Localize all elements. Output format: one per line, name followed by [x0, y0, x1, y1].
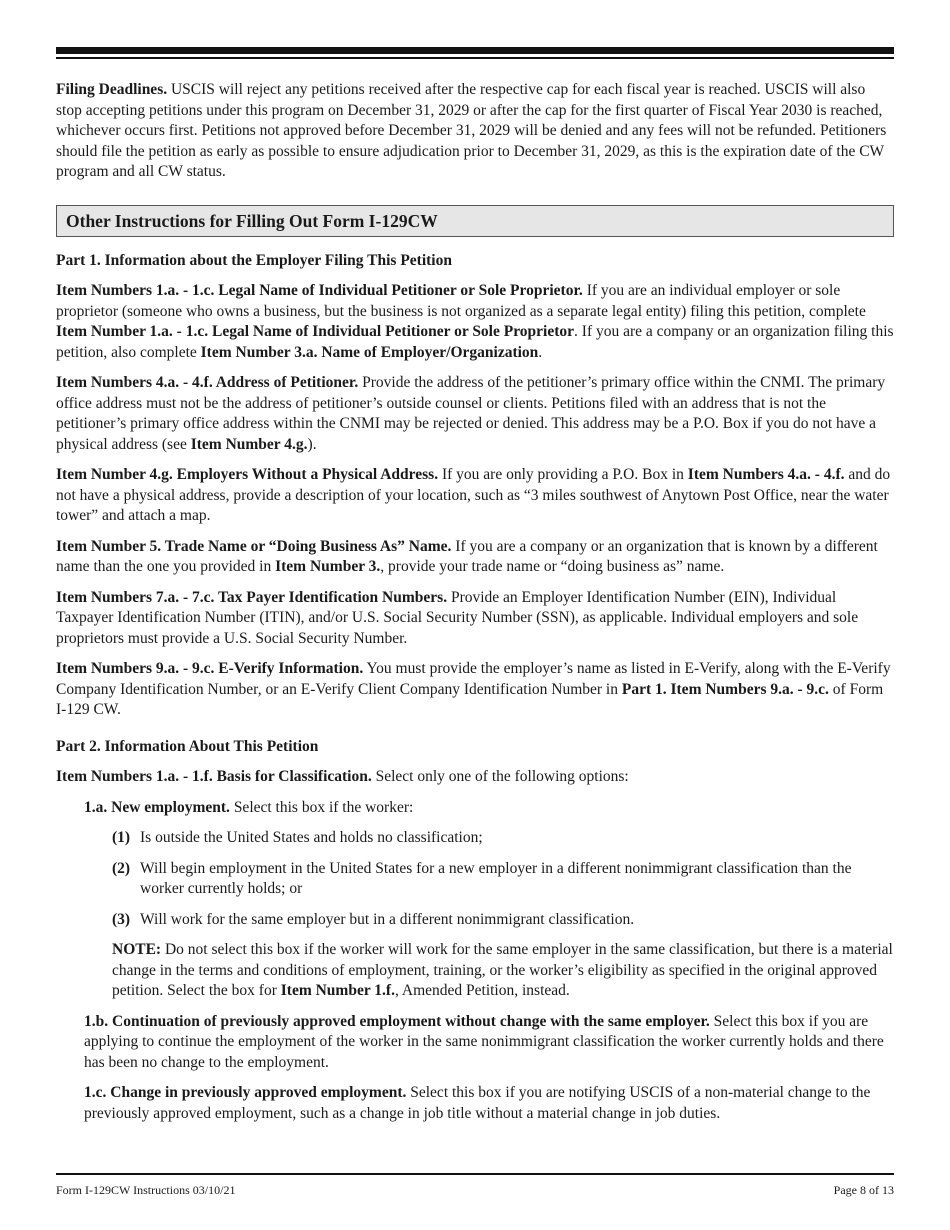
item-text-run: If you are only providing a P.O. Box in: [438, 466, 688, 483]
part1-item: [56, 281, 894, 363]
item-bold-run: Item Number 4.g.: [190, 435, 308, 453]
item-text-run: .: [538, 343, 543, 361]
item-text-run: of Form I-129 CW.: [56, 680, 884, 718]
top-rule-thick: [56, 47, 894, 54]
option-1b-text: Select this box if you are applying to continue the employment of the worker in the same nonimmigrant classification the worker currently holds and there has been no change to the employment.: [84, 1012, 884, 1071]
item-text-run: ).: [307, 435, 317, 453]
option-1b-heading: 1.b. Continuation of previously approved employment without change with the same employer.: [84, 1012, 710, 1030]
section-title: Other Instructions for Filling Out Form I-129CW: [56, 205, 894, 237]
note-item-ref: Item Number 1.f.: [280, 982, 395, 999]
part1-item: [56, 588, 894, 650]
item-bold-run: Item Number 1.a. - 1.c. Legal Name of Individual Petitioner or Sole Proprietor: [56, 323, 575, 340]
part2-intro-heading: Item Numbers 1.a. - 1.f. Basis for Classification.: [56, 768, 372, 785]
item-bold-run: Item Numbers 7.a. - 7.c. Tax Payer Identification Numbers.: [56, 588, 448, 606]
item-bold-run: Item Number 3.: [275, 558, 381, 575]
subitem-number: (3): [112, 910, 131, 928]
subitem-text: Will work for the same employer but in a different nonimmigrant classification.: [140, 910, 635, 928]
page-content: [56, 80, 894, 1134]
subitem: [112, 910, 894, 931]
option-1a: [84, 798, 894, 819]
item-text-run: Provide an Employer Identification Number (EIN), Individual Taxpayer Identification Number (ITIN), and/or U.S. Social Security Number (SSN), as applicable. Individual employers and sole proprietors must provide a U.S. Social Security Number.: [56, 588, 859, 647]
option-1c-heading: 1.c. Change in previously approved employment.: [84, 1084, 407, 1101]
part2-intro-text: Select only one of the following options:: [371, 768, 629, 785]
footer-form-id: Form I-129CW Instructions 03/10/21: [56, 1183, 236, 1197]
filing-deadlines-heading: Filing Deadlines.: [56, 81, 168, 98]
part1-item: [56, 373, 894, 455]
option-1b: [84, 1012, 894, 1074]
subitem-text: Is outside the United States and holds no classification;: [140, 829, 483, 846]
option-1a-text: Select this box if the worker:: [229, 798, 414, 816]
item-bold-run: Item Number 5. Trade Name or “Doing Business As” Name.: [56, 537, 452, 555]
subitem-text: Will begin employment in the United States for a new employer in a different nonimmigrant classification than the worker currently holds; or: [140, 859, 852, 897]
item-bold-run: Item Numbers 1.a. - 1.c. Legal Name of Individual Petitioner or Sole Proprietor.: [56, 282, 583, 299]
subitem: [112, 828, 894, 849]
part1-item: [56, 659, 894, 721]
option-1c-text: Select this box if you are notifying USCIS of a non-material change to the previously approved employment, such as a change in job title without a material change in job duties.: [84, 1084, 871, 1122]
filing-deadlines-paragraph: [56, 80, 894, 183]
top-rule-thin: [56, 57, 894, 59]
item-bold-run: Item Numbers 4.a. - 4.f. Address of Petitioner.: [56, 374, 359, 391]
part2-intro: [56, 767, 894, 788]
footer-rule: [56, 1173, 894, 1175]
item-text-run: and do not have a physical address, provide a description of your location, such as “3 miles southwest of Anytown Post Office, near the water tower” and attach a map.: [56, 466, 891, 524]
part1-heading: Part 1. Information about the Employer Filing This Petition: [56, 251, 452, 269]
footer-page-number: Page 8 of 13: [833, 1183, 894, 1197]
part2-heading: Part 2. Information About This Petition: [56, 737, 319, 755]
note-paragraph: [112, 940, 894, 1002]
item-bold-run: Item Numbers 9.a. - 9.c. E-Verify Information.: [56, 660, 364, 677]
subitem-number: (2): [112, 859, 131, 877]
option-1c: [84, 1083, 894, 1124]
item-bold-run: Item Number 3.a. Name of Employer/Organization: [200, 343, 539, 361]
item-bold-run: Part 1. Item Numbers 9.a. - 9.c.: [621, 680, 829, 698]
filing-deadlines-text: USCIS will reject any petitions received after the respective cap for each fiscal year is reached. USCIS will also stop accepting petitions under this program on December 31, 2029 or after the cap for the first quarter of Fiscal Year 2030 is reached, whichever occurs first. Petitions not approved before December 31, 2029 will be denied and any fees will not be refunded. Petitioners should file the petition as early as possible to ensure adjudication prior to December 31, 2029, as this is the expiration date of the CW program and all CW status.: [56, 81, 887, 180]
note-text-1: Do not select this box if the worker will work for the same employer in the same classification, but there is a material change in the terms and conditions of employment, training, or the worker’s eligibility as specified in the original approved petition. Select the box for: [112, 941, 893, 999]
item-bold-run: Item Number 4.g. Employers Without a Physical Address.: [56, 466, 439, 483]
part1-items: [56, 281, 894, 721]
subitem-number: (1): [112, 829, 131, 846]
item-text-run: You must provide the employer’s name as listed in E-Verify, along with the E-Verify Company Identification Number, or an E-Verify Client Company Identification Number in: [56, 660, 891, 698]
subitem: [112, 859, 894, 900]
item-bold-run: Item Numbers 4.a. - 4.f.: [687, 466, 845, 483]
part1-item: [56, 537, 894, 578]
option-1a-heading: 1.a. New employment.: [84, 798, 230, 816]
item-text-run: If you are a company or an organization that is known by a different name than the one you provided in: [56, 537, 878, 575]
note-label: NOTE:: [112, 941, 162, 958]
item-text-run: , provide your trade name or “doing business as” name.: [380, 558, 725, 575]
part1-item: [56, 465, 894, 527]
item-text-run: If you are an individual employer or sole proprietor (someone who owns a business, but the business is not organized as a separate legal entity) filing this petition, complete: [56, 282, 866, 320]
note-text-2: , Amended Petition, instead.: [394, 982, 570, 999]
item-text-run: Provide the address of the petitioner’s primary office within the CNMI. The primary office address must not be the address of petitioner’s outside counsel or clients. Petitions filed with an address that is not the petitioner’s primary office address within the CNMI may be rejected or denied. This address may be a P.O. Box if you do not have a physical address (see: [56, 374, 886, 453]
item-text-run: . If you are a company or an organization filing this petition, also complete: [56, 323, 894, 361]
